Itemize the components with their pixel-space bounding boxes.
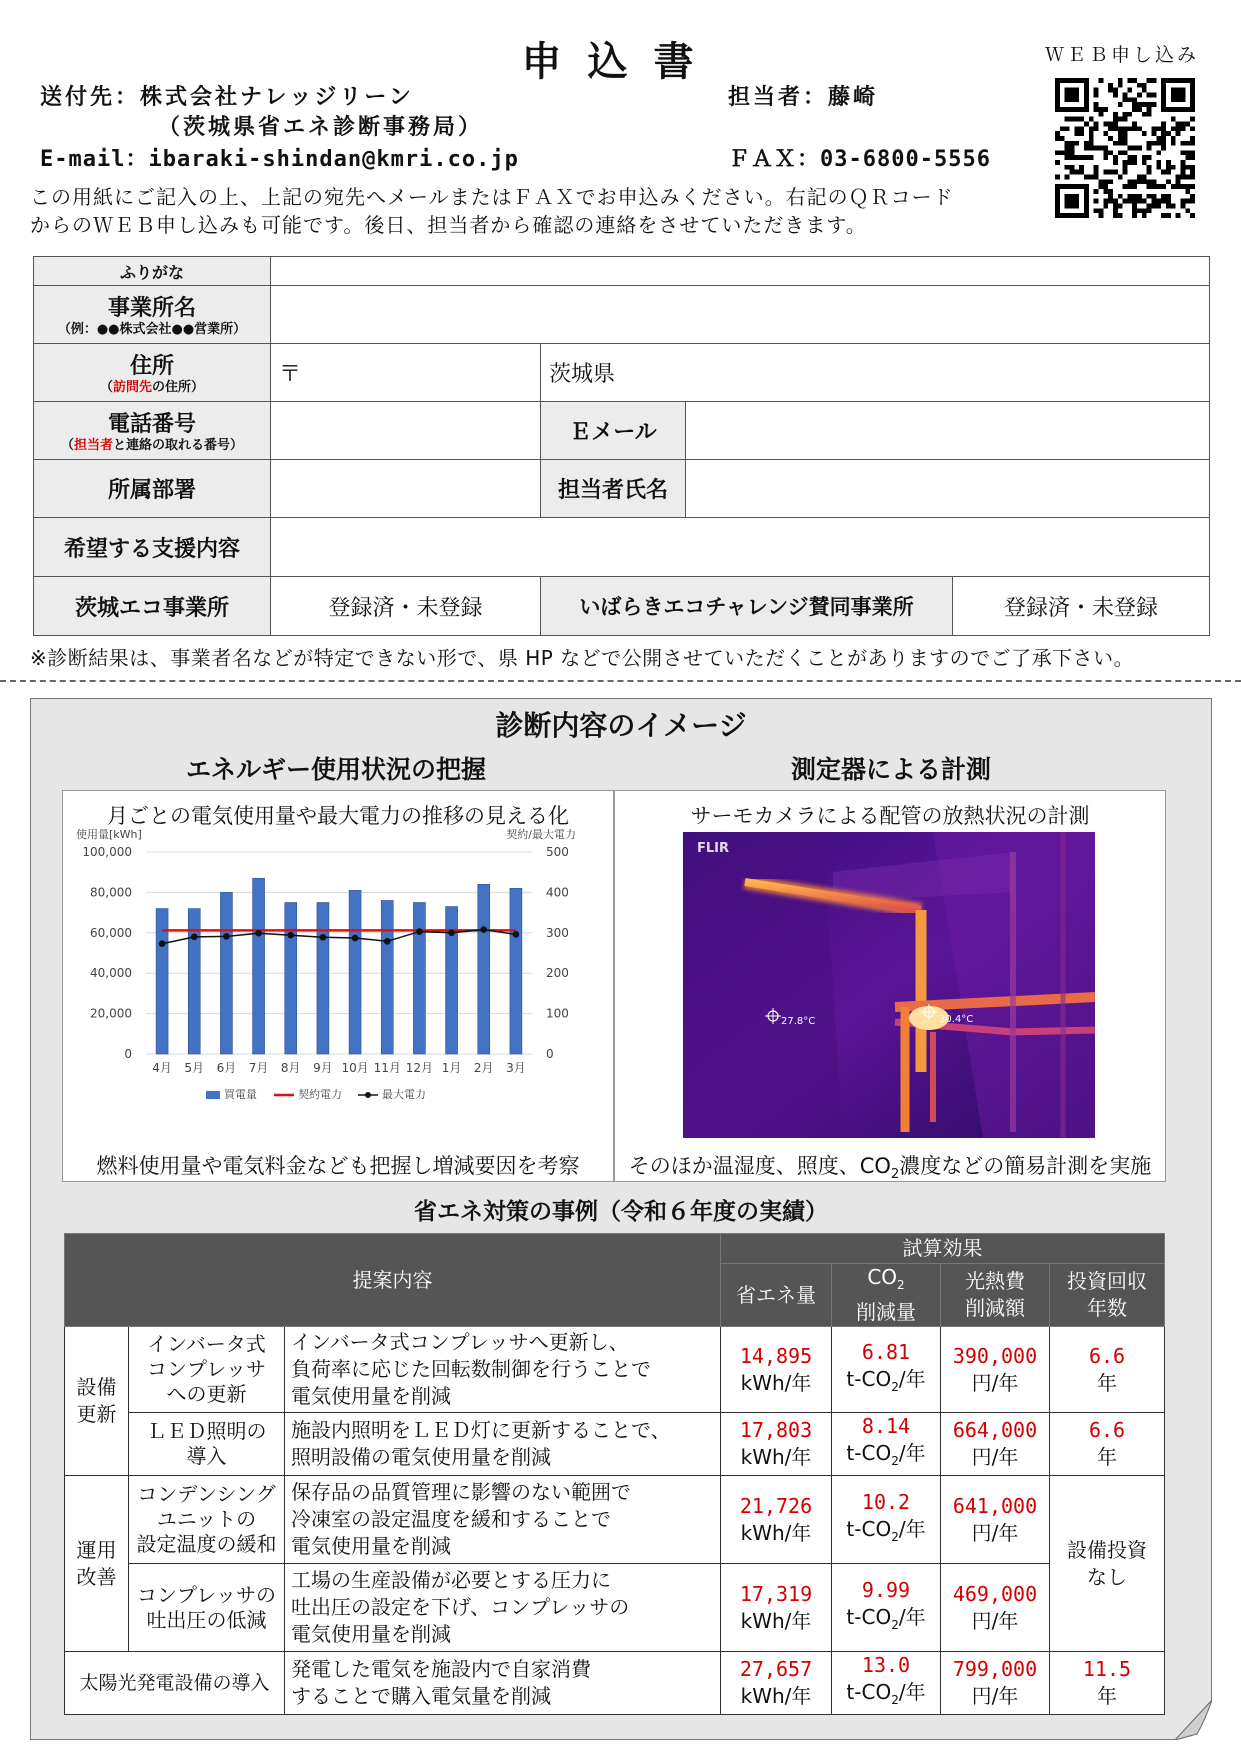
unit-text: t-CO	[846, 1604, 892, 1629]
desc-line: 施設内照明をＬＥＤ灯に更新することで、	[291, 1418, 671, 1442]
peak-power-point	[352, 935, 359, 942]
unit-text: /年	[898, 1680, 926, 1704]
note-text: （	[99, 380, 113, 395]
energy-cell	[721, 1564, 832, 1652]
unit: kWh/年	[740, 1445, 812, 1469]
caption-text: そのほか温湿度、照度、CO	[628, 1154, 891, 1178]
bar-10月	[349, 890, 361, 1054]
unit-text: /年	[898, 1516, 926, 1541]
cases-table	[64, 1233, 1165, 1715]
payback-cell	[1050, 1476, 1165, 1652]
publication-note: ※診断結果は、事業者名などが特定できない形で、県 HP などで公開させていただくことがありますのでご了承下さい。	[30, 646, 1135, 670]
office-name-example: （例：●●株式会社●●営業所）	[57, 322, 247, 337]
cost-cell	[941, 1327, 1050, 1413]
category-equipment	[65, 1327, 129, 1476]
cost-value: 469,000	[952, 1581, 1038, 1606]
unit: 円/年	[971, 1608, 1019, 1633]
legend-swatch-peak-point	[365, 1092, 371, 1098]
co2-value: 10.2	[861, 1489, 911, 1514]
unit-sub: 2	[891, 1454, 899, 1468]
case-desc	[285, 1413, 721, 1476]
unit: kWh/年	[740, 1520, 812, 1545]
energy-chart	[66, 828, 610, 1148]
email-field[interactable]	[686, 402, 1210, 460]
header-text: 光熱費	[965, 1269, 1025, 1293]
address-label	[34, 344, 271, 402]
peak-power-point	[513, 931, 520, 938]
bar-11月	[381, 900, 393, 1054]
x-tick-label: 3月	[506, 1061, 526, 1075]
x-tick-label: 5月	[184, 1061, 205, 1075]
desc-line: 電気使用量を削減	[291, 1622, 451, 1646]
thermo-temp-1: 27.8°C	[781, 1016, 816, 1027]
furigana-field[interactable]	[271, 257, 1210, 286]
name-line: 導入	[186, 1444, 227, 1468]
peak-power-point	[448, 930, 455, 937]
y2-tick-label: 300	[546, 925, 569, 940]
case-desc	[285, 1652, 721, 1715]
co2-cell	[832, 1564, 941, 1652]
person-name-label: 担当者氏名	[541, 460, 686, 518]
proposal-header: 提案内容	[65, 1234, 721, 1327]
energy-cell	[721, 1327, 832, 1413]
eco-office-label: 茨城エコ事業所	[34, 577, 271, 636]
person-name-field[interactable]	[686, 460, 1210, 518]
phone-field[interactable]	[271, 402, 541, 460]
contact-person: 担当者：藤崎	[728, 85, 879, 110]
cat-text: 改善	[76, 1564, 117, 1589]
x-tick-label: 12月	[405, 1061, 434, 1075]
page-curl-icon	[1175, 1700, 1212, 1740]
office-name-label	[34, 286, 271, 344]
bar-3月	[510, 888, 522, 1054]
y2-tick-label: 100	[546, 1006, 569, 1021]
bar-8月	[285, 903, 297, 1055]
y-tick-label: 60,000	[90, 925, 132, 940]
thermo-caption-bottom	[614, 1150, 1166, 1182]
unit: 円/年	[971, 1370, 1019, 1395]
y-tick-label: 40,000	[90, 966, 132, 981]
bar-7月	[253, 878, 265, 1054]
y-tick-label: 20,000	[90, 1006, 132, 1021]
payback-cell	[1050, 1413, 1165, 1476]
payback-header	[1050, 1264, 1165, 1327]
y-axis-label: 使用量[kWh]	[76, 828, 142, 841]
y-tick-label: 0	[124, 1047, 132, 1061]
energy-value: 14,895	[739, 1343, 813, 1368]
peak-power-point	[320, 934, 327, 941]
effect-header: 試算効果	[721, 1234, 1165, 1264]
y2-tick-label: 500	[546, 845, 569, 859]
cost-cell	[941, 1652, 1050, 1715]
legend-label: 契約電力	[298, 1088, 342, 1101]
name-line: コンプレッサ	[147, 1357, 266, 1381]
web-apply-label: ＷＥＢ申し込み	[1045, 44, 1200, 66]
table-row	[65, 1564, 1165, 1652]
unit: 年	[1097, 1684, 1117, 1708]
y-tick-label: 80,000	[90, 885, 132, 900]
intro-line: からのＷＥＢ申し込みも可能です。後日、担当者から確認の連絡をさせていただきます。	[30, 213, 867, 237]
unit	[832, 1440, 940, 1475]
postal-code-field[interactable]: 〒	[271, 344, 541, 402]
support-label: 希望する支援内容	[34, 518, 271, 577]
y2-tick-label: 400	[546, 885, 569, 900]
legend-label: 最大電力	[382, 1088, 426, 1101]
desc-line: 電気使用量を削減	[291, 1384, 451, 1408]
qr-code-icon[interactable]	[1055, 78, 1195, 218]
header-text: 投資回収	[1067, 1269, 1147, 1293]
energy-cell	[721, 1652, 832, 1715]
bar-1月	[446, 907, 458, 1054]
cat-text: 設備	[76, 1375, 117, 1399]
energy-header: 省エネ量	[721, 1264, 832, 1327]
thermal-image	[683, 832, 1095, 1138]
unit	[832, 1516, 940, 1551]
x-tick-label: 9月	[313, 1061, 333, 1075]
unit: 円/年	[971, 1520, 1019, 1545]
caption-sub: 2	[890, 1167, 900, 1183]
note-red-text: 担当者	[73, 438, 113, 453]
unit-text: /年	[898, 1366, 926, 1391]
payback-value: 6.6	[1088, 1418, 1126, 1442]
unit: kWh/年	[740, 1370, 812, 1395]
note-text: の住所）	[152, 380, 205, 395]
peak-power-point	[191, 934, 198, 941]
header-sub: 2	[897, 1278, 905, 1292]
bar-9月	[317, 903, 329, 1055]
cost-header	[941, 1264, 1050, 1327]
name-line: 吐出圧の低減	[146, 1607, 267, 1632]
send-to: 送付先：株式会社ナレッジリーン	[40, 85, 414, 110]
y-tick-label: 100,000	[82, 845, 132, 859]
address-label-text: 住所	[129, 354, 174, 379]
desc-line: 照明設備の電気使用量を削減	[291, 1445, 551, 1469]
unit-text: t-CO	[846, 1441, 892, 1465]
measurement-heading: 測定器による計測	[790, 755, 991, 784]
x-tick-label: 8月	[280, 1061, 301, 1075]
table-row	[65, 1327, 1165, 1413]
case-name	[129, 1476, 285, 1564]
unit: 円/年	[971, 1684, 1019, 1708]
desc-line: 負荷率に応じた回転数制御を行うことで	[291, 1357, 651, 1381]
energy-value: 27,657	[739, 1657, 813, 1681]
co2-value: 8.14	[861, 1414, 911, 1438]
unit	[832, 1366, 940, 1401]
cases-heading: 省エネ対策の事例（令和６年度の実績）	[414, 1199, 828, 1225]
desc-line: 発電した電気を施設内で自家消費	[291, 1657, 591, 1681]
unit: 年	[1097, 1370, 1117, 1395]
fax-number: ＦＡＸ：03-6800-5556	[728, 147, 991, 172]
co2-value: 13.0	[861, 1653, 911, 1677]
table-row	[65, 1413, 1165, 1476]
y2-tick-label: 200	[546, 966, 569, 981]
payback-cell	[1050, 1327, 1165, 1413]
cut-line	[0, 680, 1241, 682]
co2-value: 6.81	[861, 1339, 911, 1364]
name-line: ユニットの	[156, 1507, 257, 1531]
email-label: Ｅメール	[541, 402, 686, 460]
peak-power-point	[255, 930, 262, 937]
peak-power-line	[162, 930, 516, 944]
header-text: CO	[867, 1265, 898, 1289]
desc-line: インバータ式コンプレッサへ更新し、	[291, 1330, 629, 1354]
eco-office-status[interactable]: 登録済・未登録	[271, 577, 541, 636]
address-note	[34, 380, 270, 396]
chart-caption-bottom: 燃料使用量や電気料金なども把握し増減要因を考察	[96, 1154, 580, 1178]
thermo-caption-top: サーモカメラによる配管の放熱状況の計測	[690, 804, 1090, 828]
energy-cell	[721, 1413, 832, 1476]
cost-value: 799,000	[952, 1657, 1038, 1681]
flir-logo: FLIR	[697, 841, 730, 856]
name-line: 設定温度の緩和	[136, 1532, 277, 1556]
name-line: コンデンシング	[137, 1482, 276, 1506]
support-field[interactable]	[271, 518, 1210, 577]
energy-value: 21,726	[739, 1493, 813, 1518]
table-row	[65, 1476, 1165, 1564]
name-line: コンプレッサの	[137, 1582, 276, 1607]
desc-line: 電気使用量を削減	[291, 1534, 451, 1558]
unit-sub: 2	[891, 1529, 899, 1544]
payback-value: 11.5	[1082, 1657, 1132, 1681]
no-invest-text: なし	[1087, 1564, 1127, 1589]
chart-caption-top: 月ごとの電気使用量や最大電力の推移の見える化	[107, 804, 569, 828]
department-label: 所属部署	[34, 460, 271, 518]
peak-power-point	[480, 926, 487, 933]
bar-2月	[478, 884, 490, 1054]
cost-value: 641,000	[952, 1493, 1038, 1518]
peak-power-point	[384, 938, 391, 945]
x-tick-label: 7月	[248, 1061, 269, 1075]
unit-text: t-CO	[846, 1516, 892, 1541]
x-tick-label: 10月	[341, 1061, 369, 1075]
peak-power-point	[287, 932, 294, 939]
legend-label: 買電量	[224, 1088, 257, 1101]
co2-value: 9.99	[861, 1577, 911, 1602]
cat-text: 更新	[76, 1402, 117, 1426]
cost-value: 390,000	[952, 1343, 1038, 1368]
x-tick-label: 6月	[216, 1061, 237, 1075]
cost-cell	[941, 1476, 1050, 1564]
unit-text: /年	[898, 1604, 926, 1629]
unit-text: t-CO	[846, 1366, 892, 1391]
office-name-field[interactable]	[271, 286, 1210, 344]
phone-label	[34, 402, 271, 460]
note-text: と連絡の取れる番号）	[113, 438, 244, 453]
header-text: 年数	[1087, 1296, 1127, 1320]
bar-6月	[220, 892, 232, 1054]
cost-cell	[941, 1413, 1050, 1476]
unit: kWh/年	[740, 1684, 812, 1708]
desc-line: 冷凍室の設定温度を緩和することで	[291, 1507, 611, 1531]
prefecture-field[interactable]: 茨城県	[541, 344, 1210, 402]
co2-cell	[832, 1413, 941, 1476]
table-row	[65, 1652, 1165, 1715]
desc-line: することで購入電気量を削減	[291, 1684, 551, 1708]
unit-sub: 2	[891, 1617, 899, 1632]
energy-value: 17,803	[739, 1418, 813, 1442]
energy-cell	[721, 1476, 832, 1564]
x-tick-label: 2月	[473, 1061, 494, 1075]
unit-text: /年	[898, 1441, 926, 1465]
phone-note	[34, 438, 270, 454]
phone-label-text: 電話番号	[107, 412, 196, 437]
header-text: 削減量	[856, 1300, 916, 1324]
case-name	[129, 1327, 285, 1413]
unit	[832, 1679, 940, 1714]
co2-header	[832, 1264, 941, 1327]
page-title: 申込書	[521, 39, 720, 85]
desc-line: 保存品の品質管理に影響のない範囲で	[291, 1480, 631, 1504]
note-text: （	[60, 438, 74, 453]
unit-text: t-CO	[846, 1680, 892, 1704]
peak-power-point	[159, 940, 166, 947]
caption-text: 濃度などの簡易計測を実施	[899, 1154, 1152, 1178]
cost-value: 664,000	[952, 1418, 1038, 1442]
intro-text	[30, 183, 1010, 239]
cost-cell	[941, 1564, 1050, 1652]
case-desc	[285, 1564, 721, 1652]
unit: 円/年	[971, 1445, 1019, 1469]
case-name	[129, 1564, 285, 1652]
unit	[832, 1604, 940, 1639]
department-field[interactable]	[271, 460, 541, 518]
no-invest-text: 設備投資	[1067, 1537, 1147, 1562]
unit-sub: 2	[891, 1379, 899, 1394]
intro-line: この用紙にご記入の上、上記の宛先へメールまたはＦＡＸでお申込みください。右記のＱＲコード	[30, 185, 954, 209]
case-name	[129, 1413, 285, 1476]
office-name-label-text: 事業所名	[107, 296, 196, 321]
co2-cell	[832, 1652, 941, 1715]
peak-power-point	[223, 933, 230, 940]
cat-text: 運用	[76, 1537, 117, 1562]
office-name: （茨城県省エネ診断事務局）	[158, 115, 484, 140]
name-line: ＬＥＤ照明の	[146, 1419, 267, 1443]
furigana-label: ふりがな	[34, 257, 271, 286]
energy-value: 17,319	[739, 1581, 813, 1606]
payback-value: 6.6	[1088, 1343, 1126, 1368]
eco-challenge-label: いばらきエコチャレンジ賛同事業所	[541, 577, 953, 636]
unit: kWh/年	[740, 1608, 812, 1633]
x-tick-label: 4月	[152, 1061, 172, 1075]
unit-sub: 2	[891, 1693, 899, 1707]
y2-axis-label: 契約/最大電力	[506, 828, 576, 841]
application-form	[33, 256, 1210, 636]
category-operation	[65, 1476, 129, 1652]
legend-swatch-bar	[206, 1091, 220, 1099]
name-line: インバータ式	[147, 1332, 266, 1356]
unit: 年	[1097, 1445, 1117, 1469]
co2-cell	[832, 1476, 941, 1564]
payback-cell	[1050, 1652, 1165, 1715]
name-line: への更新	[166, 1382, 247, 1406]
email-address[interactable]: E-mail：ibaraki-shindan@kmri.co.jp	[40, 147, 519, 172]
x-tick-label: 11月	[373, 1061, 401, 1075]
note-red-text: 訪問先	[112, 380, 152, 395]
y2-tick-label: 0	[546, 1047, 554, 1061]
desc-line: 吐出圧の設定を下げ、コンプレッサの	[291, 1595, 630, 1619]
category-solar: 太陽光発電設備の導入	[65, 1652, 285, 1715]
panel-title: 診断内容のイメージ	[495, 709, 747, 742]
thermo-temp-2: 30.4°C	[939, 1014, 974, 1025]
desc-line: 工場の生産設備が必要とする圧力に	[291, 1568, 611, 1592]
co2-cell	[832, 1327, 941, 1413]
header-text: 削減額	[965, 1296, 1025, 1320]
bar-12月	[413, 903, 425, 1055]
x-tick-label: 1月	[441, 1061, 462, 1075]
case-desc	[285, 1327, 721, 1413]
peak-power-point	[416, 928, 423, 935]
case-desc	[285, 1476, 721, 1564]
eco-challenge-status[interactable]: 登録済・未登録	[953, 577, 1210, 636]
energy-usage-heading: エネルギー使用状況の把握	[185, 755, 486, 784]
